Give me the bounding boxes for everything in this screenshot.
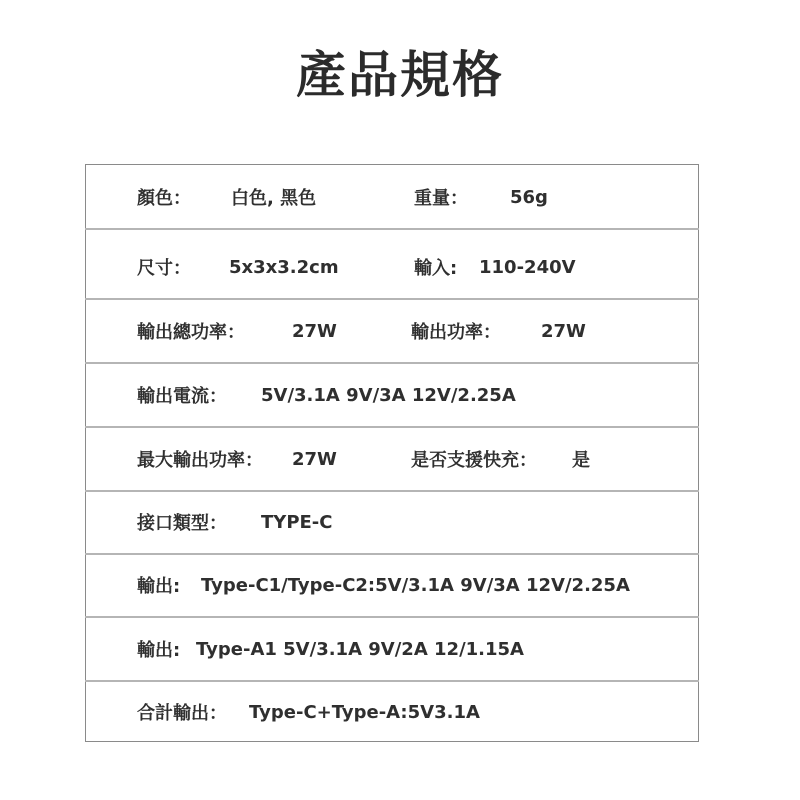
spec-row-output-type-a [86,617,698,681]
max-output-power-value: 27W [292,448,337,470]
weight-label: 重量： [414,188,468,209]
row-divider [85,228,699,230]
output-type-a-label: 輸出: [137,640,181,661]
spec-row-size-input [86,235,698,299]
fast-charge-label: 是否支援快充： [411,450,537,471]
color-label: 顏色： [137,188,191,209]
spec-row-port-type [86,490,698,554]
spec-row-color-weight [86,165,698,229]
output-type-c-value: Type-C1/Type-C2:5V/3.1A 9V/3A 12V/2.25A [201,574,630,596]
output-type-c-label: 輸出: [137,576,181,597]
spec-row-max-power-fast-charge [86,427,698,491]
total-output-power-value: 27W [292,320,337,342]
spec-row-output-power [86,299,698,363]
page-title: 產品規格 [296,46,504,104]
total-output-power-label: 輸出總功率： [137,322,245,343]
size-label: 尺寸： [137,258,191,279]
input-value: 110-240V [479,256,576,278]
port-type-label: 接口類型： [137,513,227,534]
color-value: 白色, 黑色 [231,188,317,209]
combined-output-label: 合計輸出： [137,703,227,724]
combined-output-value: Type-C+Type-A:5V3.1A [249,701,480,723]
port-type-value: TYPE-C [261,511,333,533]
input-label: 輸入: [414,258,458,279]
output-current-label: 輸出電流： [137,386,227,407]
output-power-value: 27W [541,320,586,342]
fast-charge-value: 是 [572,450,590,471]
spec-row-output-current [86,363,698,427]
spec-row-output-type-c [86,553,698,617]
size-value: 5x3x3.2cm [229,256,339,278]
max-output-power-label: 最大輸出功率： [137,450,263,471]
weight-value: 56g [510,186,548,208]
spec-row-combined-output [86,680,698,744]
output-current-value: 5V/3.1A 9V/3A 12V/2.25A [261,384,516,406]
output-type-a-value: Type-A1 5V/3.1A 9V/2A 12/1.15A [196,638,524,660]
spec-table [85,164,699,742]
output-power-label: 輸出功率： [411,322,501,343]
